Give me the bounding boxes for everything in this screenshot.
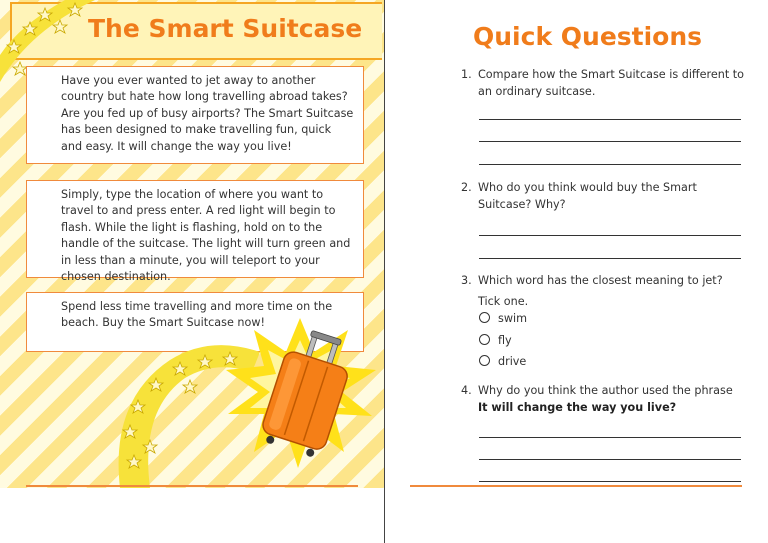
star-swoosh: [119, 345, 260, 488]
option-drive-label: drive: [498, 355, 527, 368]
radio-circle-icon[interactable]: [479, 355, 490, 366]
left-page: [0, 0, 384, 488]
paragraph-3: Spend less time travelling and more time on the beach. Buy the Smart Suitcase now!: [61, 300, 333, 330]
answer-line-4a[interactable]: [479, 437, 741, 438]
question-3-number: 3.: [461, 274, 472, 287]
question-4: [461, 382, 751, 416]
bottom-rule-right: [410, 485, 742, 487]
question-4-text: Why do you think the author used the phrase: [478, 384, 733, 397]
question-4-phrase: It will change the way you live?: [478, 401, 677, 414]
suitcase-illustration: [0, 0, 384, 488]
option-drive[interactable]: [479, 355, 526, 368]
question-1-number: 1.: [461, 68, 472, 81]
bottom-rule-left: [26, 485, 358, 487]
option-fly-label: fly: [498, 334, 512, 347]
question-1-text: Compare how the Smart Suitcase is different to an ordinary suitcase.: [478, 68, 745, 98]
questions-title: Quick Questions: [473, 22, 703, 51]
answer-line-1a[interactable]: [479, 119, 741, 120]
answer-line-4b[interactable]: [479, 459, 741, 460]
answer-line-1b[interactable]: [479, 141, 741, 142]
page-title: The Smart Suitcase: [88, 14, 363, 43]
radio-circle-icon[interactable]: [479, 312, 490, 323]
question-3-text: Which word has the closest meaning to jet?: [478, 274, 723, 287]
right-page: [385, 0, 768, 543]
answer-line-2a[interactable]: [479, 235, 741, 236]
answer-line-4c[interactable]: [479, 481, 741, 482]
question-2: [461, 179, 751, 213]
question-2-text: Who do you think would buy the Smart Suitcase? Why?: [478, 181, 697, 211]
option-fly[interactable]: [479, 334, 512, 347]
option-swim-label: swim: [498, 312, 527, 325]
paragraph-2: Simply, type the location of where you want to travel to and press enter. A red light will begin to flash. While the light is flashing, hold on to the handle of the suitcase. The light will turn green and in less than a minute, you will teleport to your chosen destination.: [61, 188, 351, 284]
question-3-instruction: Tick one.: [478, 295, 529, 308]
answer-line-1c[interactable]: [479, 164, 741, 165]
question-2-number: 2.: [461, 181, 472, 194]
option-swim[interactable]: [479, 312, 527, 325]
question-1: [461, 66, 751, 100]
paragraph-1: Have you ever wanted to jet away to another country but hate how long travelling abroad takes? Are you fed up of busy airports? The Smart Suitcase has been designed to make travelling fun, quick and easy. It will change the way you live!: [61, 74, 354, 153]
radio-circle-icon[interactable]: [479, 334, 490, 345]
question-3: [461, 272, 751, 310]
answer-line-2b[interactable]: [479, 258, 741, 259]
question-4-number: 4.: [461, 384, 472, 397]
